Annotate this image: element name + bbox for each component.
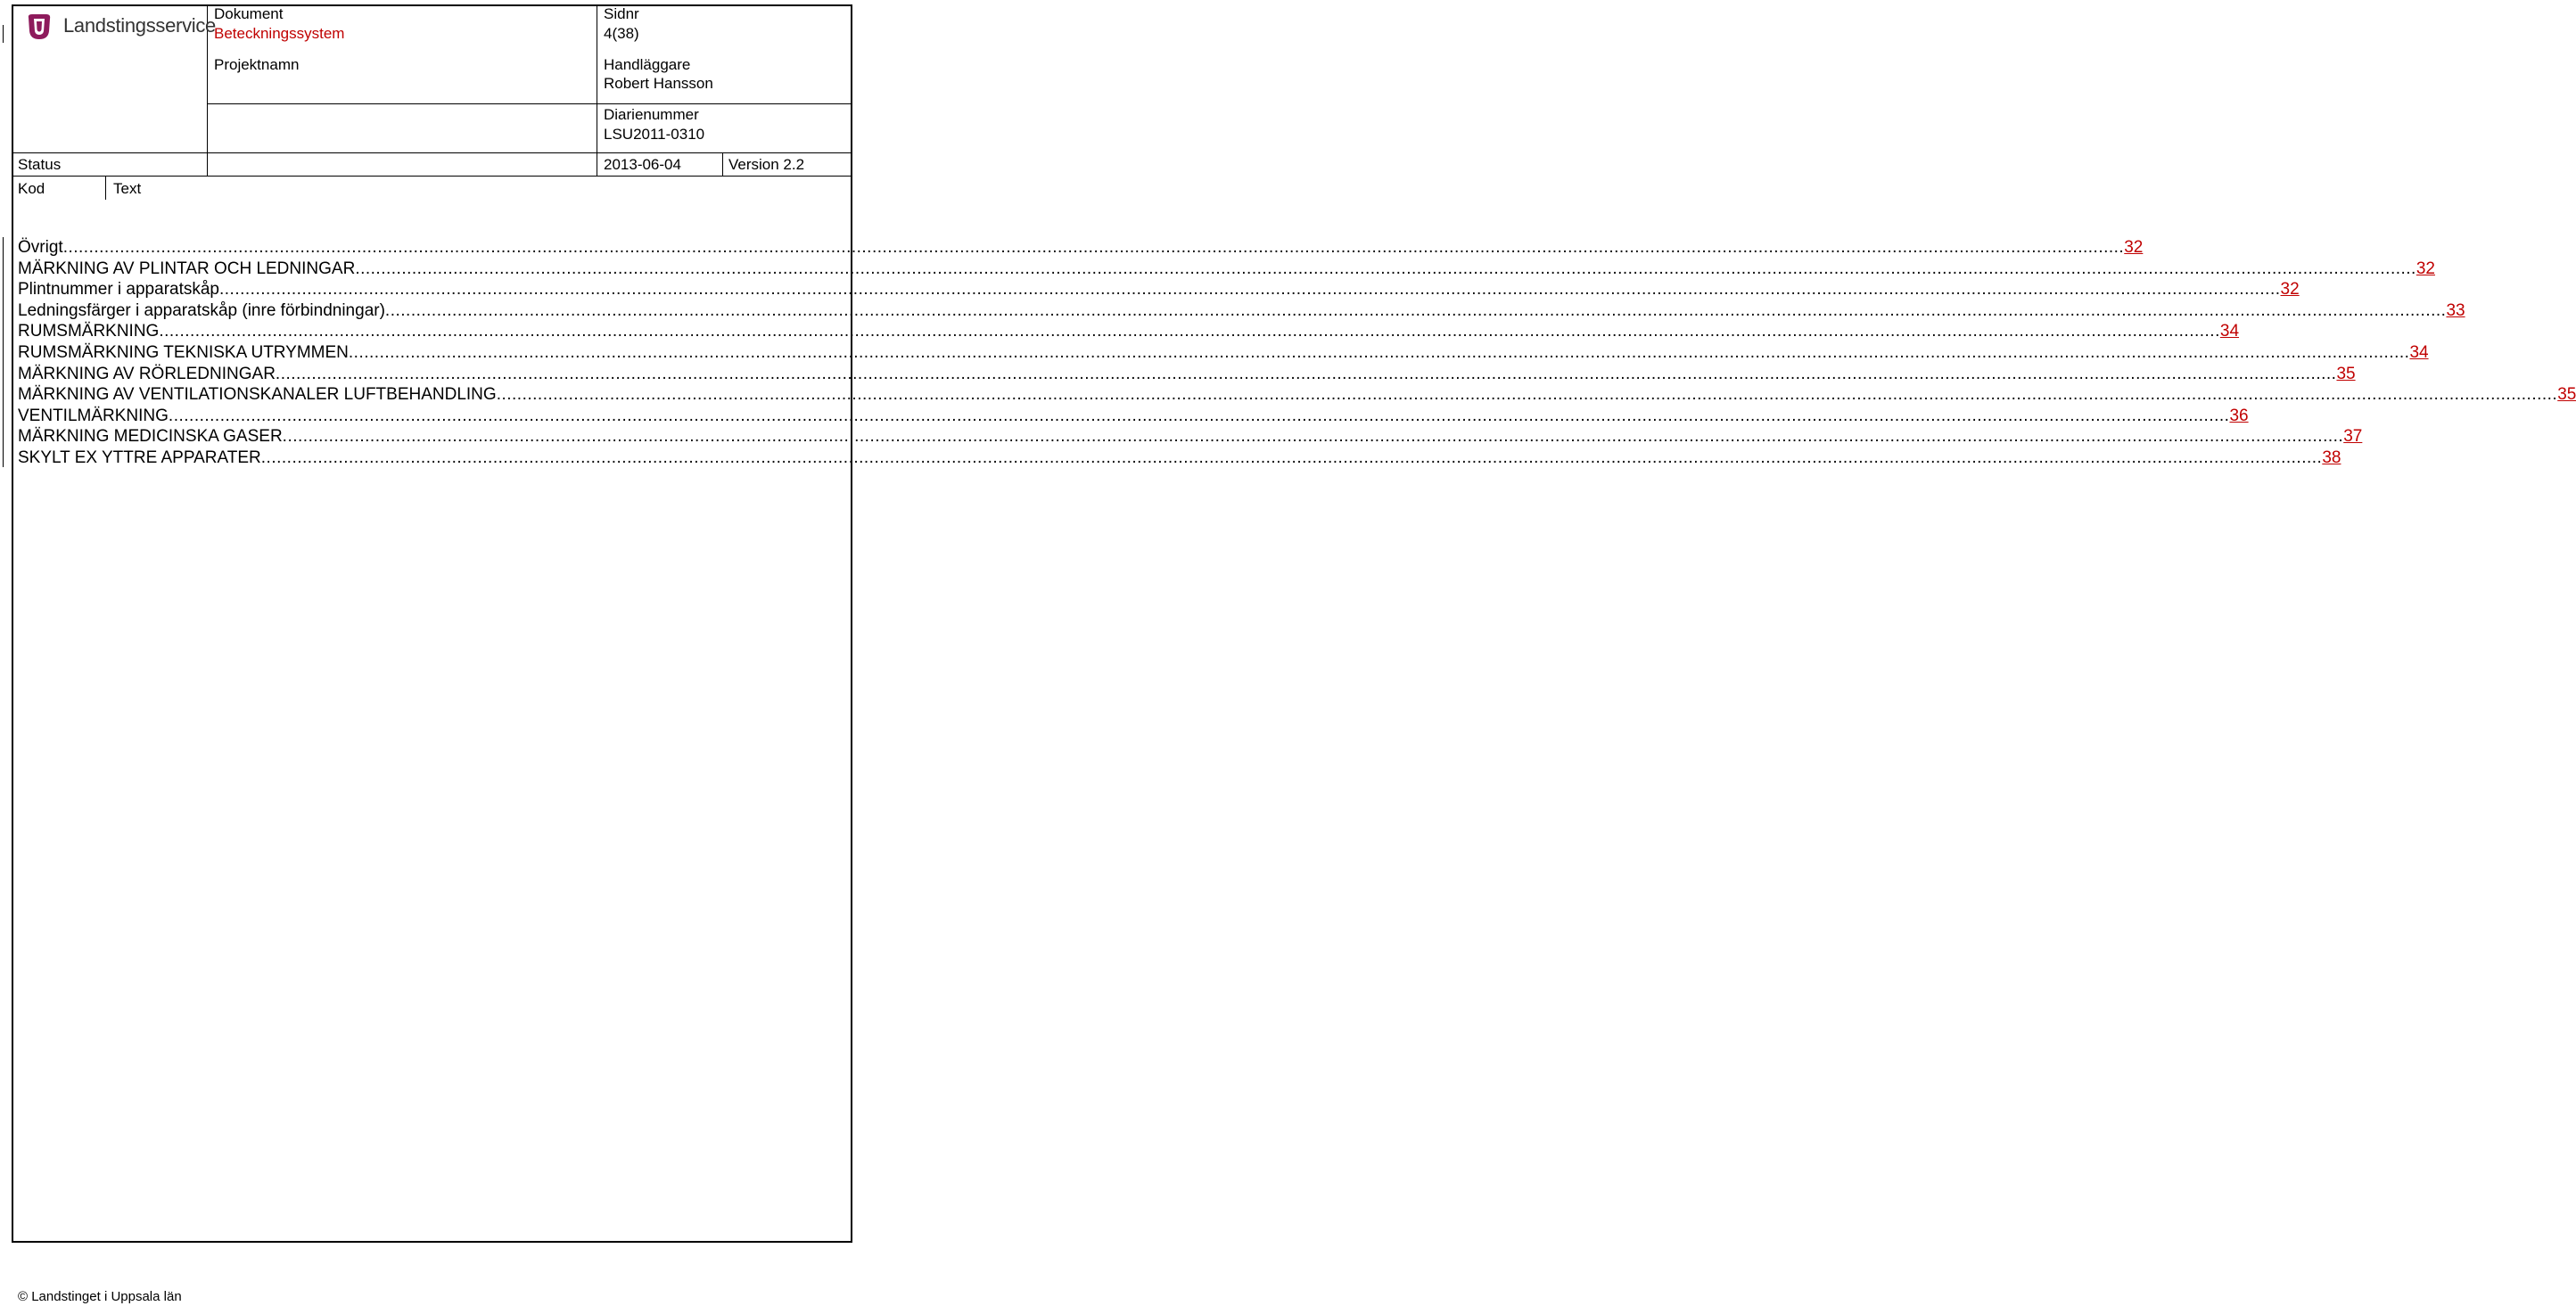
- document-version: Version 2.2: [728, 156, 805, 173]
- toc-entry[interactable]: [18, 406, 2249, 427]
- footer-copyright: © Landstinget i Uppsala län: [18, 1289, 182, 1304]
- toc-entry[interactable]: [18, 237, 2144, 259]
- toc-leader-dots: ................................................................................................................................................................................................................................................................................................................................................................................................................: [355, 259, 2416, 278]
- status-label: Status: [18, 156, 62, 173]
- toc-entry-page-link[interactable]: 34: [2409, 342, 2429, 362]
- toc-entry-page-link[interactable]: 38: [2322, 448, 2341, 467]
- toc-leader-dots: ................................................................................................................................................................................................................................................................................................................................................................................................................: [219, 280, 2281, 300]
- dokument-value: Beteckningssystem: [214, 25, 345, 42]
- toc-entry[interactable]: [18, 279, 2300, 300]
- toc-entry-label: RUMSMÄRKNING: [18, 322, 160, 341]
- toc-leader-dots: ................................................................................................................................................................................................................................................................................................................................................................................................................: [275, 364, 2337, 383]
- sidnr-label: Sidnr: [604, 5, 639, 22]
- projektnamn-label: Projektnamn: [214, 56, 300, 73]
- document-date: 2013-06-04: [604, 156, 681, 173]
- header-divider: [12, 176, 852, 177]
- header-divider: [207, 103, 852, 104]
- toc-leader-dots: ................................................................................................................................................................................................................................................................................................................................................................................................................: [159, 322, 2220, 341]
- sidnr-value: 4(38): [604, 25, 639, 42]
- toc-entry-label: VENTILMÄRKNING: [18, 406, 169, 425]
- header-divider: [12, 152, 852, 153]
- diarienummer-value: LSU2011-0310: [604, 126, 705, 143]
- toc-entry-page-link[interactable]: 35: [2557, 385, 2576, 405]
- toc-entry-label: SKYLT EX YTTRE APPARATER: [18, 448, 261, 467]
- toc-leader-dots: ................................................................................................................................................................................................................................................................................................................................................................................................................: [348, 342, 2410, 362]
- toc-entry-label: MÄRKNING AV VENTILATIONSKANALER LUFTBEHANDLING: [18, 385, 497, 405]
- toc-entry[interactable]: [18, 300, 2465, 322]
- toc-entry-page-link[interactable]: 36: [2229, 406, 2249, 425]
- toc-entry[interactable]: [18, 384, 2576, 406]
- toc-entry-label: RUMSMÄRKNING TEKNISKA UTRYMMEN: [18, 342, 349, 362]
- toc-entry-page-link[interactable]: 33: [2446, 300, 2465, 320]
- kod-label: Kod: [18, 180, 45, 197]
- toc-entry-page-link[interactable]: 37: [2343, 427, 2363, 447]
- toc-entry[interactable]: [18, 448, 2341, 469]
- toc-entry-label: MÄRKNING AV RÖRLEDNINGAR: [18, 364, 276, 383]
- table-of-contents: [18, 237, 2576, 469]
- header-divider: [722, 152, 723, 177]
- diarienummer-label: Diarienummer: [604, 106, 699, 123]
- toc-leader-dots: ................................................................................................................................................................................................................................................................................................................................................................................................................: [168, 406, 2230, 425]
- toc-entry[interactable]: [18, 321, 2240, 342]
- toc-leader-dots: ................................................................................................................................................................................................................................................................................................................................................................................................................: [496, 385, 2558, 405]
- toc-entry[interactable]: [18, 342, 2429, 364]
- toc-entry-page-link[interactable]: 35: [2336, 364, 2356, 383]
- toc-entry[interactable]: [18, 259, 2435, 280]
- toc-entry-page-link[interactable]: 32: [2280, 280, 2300, 300]
- toc-entry-label: Ledningsfärger i apparatskåp (inre förbindningar): [18, 300, 385, 320]
- change-bar: [3, 25, 4, 43]
- toc-entry[interactable]: [18, 364, 2356, 385]
- toc-entry-label: Övrigt: [18, 238, 63, 257]
- toc-leader-dots: ................................................................................................................................................................................................................................................................................................................................................................................................................: [62, 238, 2125, 257]
- handlaggare-label: Handläggare: [604, 56, 691, 73]
- landstingsservice-logo-icon: [24, 12, 54, 42]
- toc-entry-page-link[interactable]: 32: [2124, 238, 2144, 257]
- toc-entry-label: MÄRKNING AV PLINTAR OCH LEDNINGAR: [18, 259, 356, 278]
- dokument-label: Dokument: [214, 5, 284, 22]
- toc-leader-dots: ................................................................................................................................................................................................................................................................................................................................................................................................................: [260, 448, 2323, 467]
- toc-leader-dots: ................................................................................................................................................................................................................................................................................................................................................................................................................: [282, 427, 2344, 447]
- toc-entry-label: Plintnummer i apparatskåp: [18, 280, 219, 300]
- toc-entry-label: MÄRKNING MEDICINSKA GASER: [18, 427, 283, 447]
- toc-entry[interactable]: [18, 426, 2363, 448]
- toc-leader-dots: ................................................................................................................................................................................................................................................................................................................................................................................................................: [384, 300, 2447, 320]
- header-divider: [105, 177, 106, 200]
- change-bar: [3, 237, 4, 467]
- toc-entry-page-link[interactable]: 34: [2219, 322, 2240, 341]
- toc-entry-page-link[interactable]: 32: [2416, 259, 2435, 278]
- handlaggare-value: Robert Hansson: [604, 75, 713, 92]
- text-label: Text: [113, 180, 142, 197]
- logo-wordmark: Landstingsservice: [63, 14, 216, 37]
